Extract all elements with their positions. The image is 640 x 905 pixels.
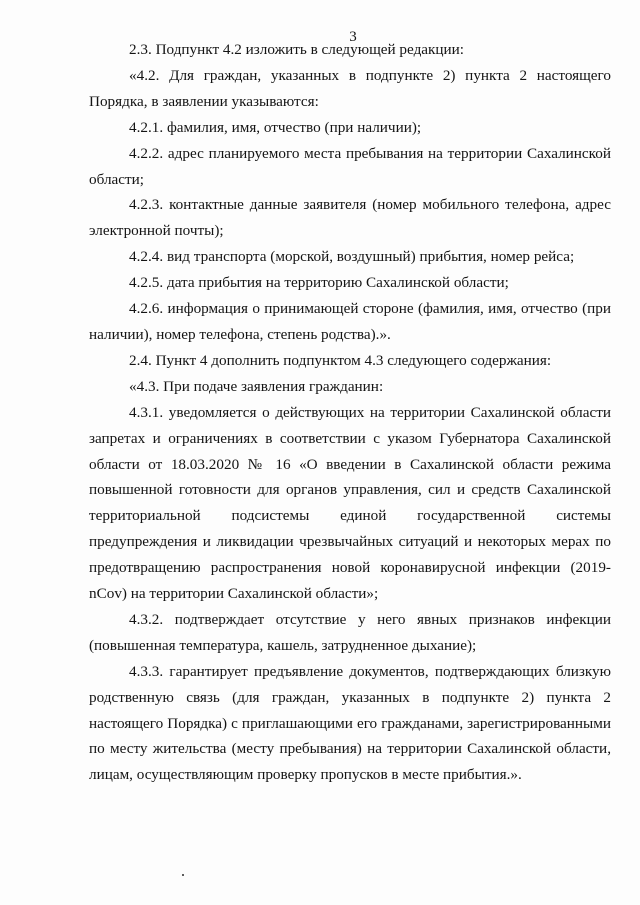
- paragraph-4-3: «4.3. При подаче заявления гражданин:: [129, 377, 384, 395]
- paragraph-4-2-2: 4.2.2. адрес планируемого места пребывания на территории Сахалинской области;: [89, 144, 611, 188]
- paragraph-4-2-4: 4.2.4. вид транспорта (морской, воздушный) прибытия, номер рейса;: [129, 248, 575, 266]
- paragraph-4-2-6: 4.2.6. информация о принимающей стороне (фамилия, имя, отчество (при наличии), номер телефона, степень родства).».: [89, 300, 611, 343]
- paragraph-2-3: 2.3. Подпункт 4.2 изложить в следующей редакции:: [129, 41, 465, 58]
- page-number: 3: [349, 29, 357, 45]
- paragraph-4-2-3: 4.2.3. контактные данные заявителя (номер мобильного телефона, адрес электронной почты);: [89, 196, 611, 240]
- paragraph-4-2-1: 4.2.1. фамилия, имя, отчество (при наличии);: [129, 118, 422, 136]
- paragraph-4-3-3: 4.3.3. гарантирует предъявление документов, подтверждающих близкую родственную связь (для граждан, указанных в подпункте 2) пункта 2 настоящего Порядка) с приглашающими его гражданами, зарегистрированными по месту жительства (месту пребывания) на территории Сахалинской области, лицам, осуществляющим проверку пропусков в месте прибытия.».: [89, 662, 611, 784]
- scan-speck: [182, 874, 184, 876]
- paragraph-4-3-2: 4.3.2. подтверждает отсутствие у него явных признаков инфекции (повышенная температура, кашель, затрудненное дыхание);: [89, 610, 611, 654]
- document-body: [89, 37, 611, 788]
- paragraph-4-3-1: 4.3.1. уведомляется о действующих на территории Сахалинской области запретах и ограничениях в соответствии с указом Губернатора Сахалинской области от 18.03.2020 № 16 «О введении в Сахалинской области режима повышенной готовности для органов управления, сил и средств Сахалинской территориальной подсистемы единой государственной системы предупреждения и ликвидации чрезвычайных ситуаций и некоторых мерах по предотвращению распространения новой коронавирусной инфекции (2019-nCov) на территории Сахалинской области»;: [89, 403, 611, 603]
- paragraph-4-2-5: 4.2.5. дата прибытия на территорию Сахалинской области;: [129, 274, 509, 292]
- paragraph-2-4: 2.4. Пункт 4 дополнить подпунктом 4.3 следующего содержания:: [129, 351, 552, 369]
- paragraph-4-2: «4.2. Для граждан, указанных в подпункте 2) пункта 2 настоящего Порядка, в заявлении указываются:: [89, 66, 611, 110]
